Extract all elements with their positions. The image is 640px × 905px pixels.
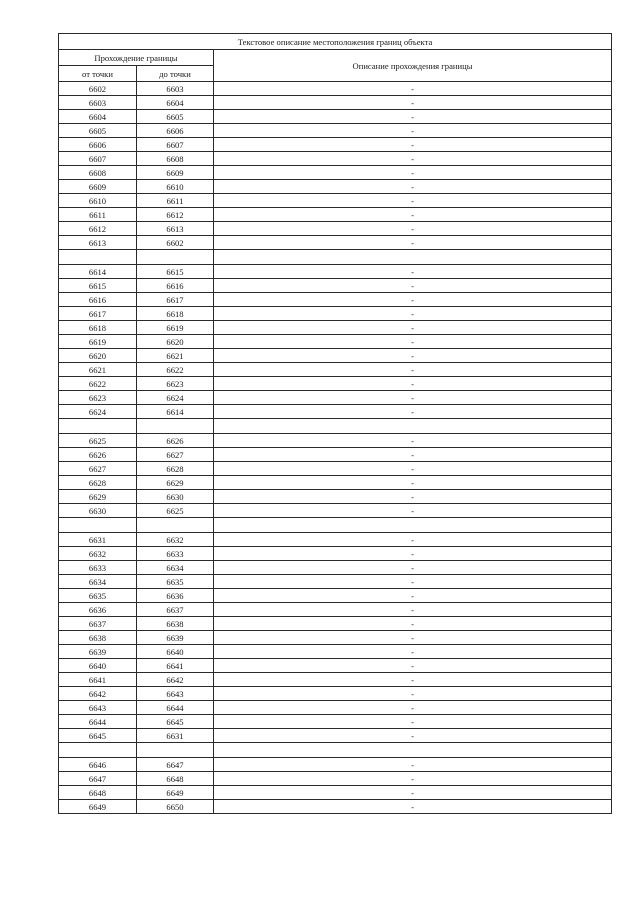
to-point-cell: 6621 (137, 349, 214, 363)
table-row (59, 96, 612, 110)
to-point-cell: 6631 (137, 729, 214, 743)
description-cell: - (214, 673, 612, 687)
to-point-cell: 6647 (137, 758, 214, 772)
description-cell: - (214, 391, 612, 405)
from-point-cell: 6626 (59, 448, 137, 462)
table-row (59, 110, 612, 124)
description-cell: - (214, 434, 612, 448)
from-point-cell: 6605 (59, 124, 137, 138)
to-point-cell: 6622 (137, 363, 214, 377)
from-point-cell: 6645 (59, 729, 137, 743)
to-point-cell: 6604 (137, 96, 214, 110)
description-cell: - (214, 561, 612, 575)
table-row (59, 152, 612, 166)
boundary-description-table (58, 33, 612, 814)
description-cell: - (214, 265, 612, 279)
table-row (59, 124, 612, 138)
description-cell: - (214, 448, 612, 462)
table-body (59, 82, 612, 814)
contour-separator-row (59, 518, 612, 533)
to-point-cell: 6626 (137, 434, 214, 448)
from-point-cell: 6614 (59, 265, 137, 279)
description-cell: - (214, 335, 612, 349)
description-cell: - (214, 603, 612, 617)
table-row (59, 434, 612, 448)
empty-cell (59, 250, 137, 265)
table-row (59, 82, 612, 96)
table-row (59, 504, 612, 518)
table-row (59, 405, 612, 419)
from-point-cell: 6606 (59, 138, 137, 152)
table-row (59, 180, 612, 194)
to-point-cell: 6615 (137, 265, 214, 279)
empty-cell (137, 743, 214, 758)
description-column-header: Описание прохождения границы (214, 50, 612, 82)
table-row (59, 265, 612, 279)
from-point-cell: 6621 (59, 363, 137, 377)
from-point-cell: 6609 (59, 180, 137, 194)
from-point-cell: 6647 (59, 772, 137, 786)
description-cell: - (214, 222, 612, 236)
description-cell: - (214, 138, 612, 152)
from-point-cell: 6611 (59, 208, 137, 222)
description-cell: - (214, 180, 612, 194)
to-point-cell: 6628 (137, 462, 214, 476)
description-cell: - (214, 124, 612, 138)
table-row (59, 631, 612, 645)
to-point-cell: 6629 (137, 476, 214, 490)
from-point-cell: 6617 (59, 307, 137, 321)
table-row (59, 800, 612, 814)
description-cell: - (214, 166, 612, 180)
from-point-cell: 6635 (59, 589, 137, 603)
description-cell: - (214, 490, 612, 504)
table-row (59, 673, 612, 687)
table-row (59, 547, 612, 561)
from-point-cell: 6634 (59, 575, 137, 589)
table-row (59, 321, 612, 335)
table-row (59, 786, 612, 800)
from-point-cell: 6630 (59, 504, 137, 518)
table-row (59, 377, 612, 391)
description-cell: - (214, 729, 612, 743)
from-point-cell: 6622 (59, 377, 137, 391)
from-point-cell: 6643 (59, 701, 137, 715)
table-row (59, 138, 612, 152)
to-point-cell: 6607 (137, 138, 214, 152)
description-cell: - (214, 687, 612, 701)
description-cell: - (214, 363, 612, 377)
table-row (59, 166, 612, 180)
to-point-cell: 6611 (137, 194, 214, 208)
from-point-cell: 6612 (59, 222, 137, 236)
description-cell: - (214, 96, 612, 110)
to-point-cell: 6608 (137, 152, 214, 166)
description-cell: - (214, 533, 612, 547)
description-cell: - (214, 786, 612, 800)
description-cell: - (214, 589, 612, 603)
table-row (59, 687, 612, 701)
to-point-cell: 6644 (137, 701, 214, 715)
from-point-cell: 6644 (59, 715, 137, 729)
from-point-cell: 6603 (59, 96, 137, 110)
to-point-cell: 6616 (137, 279, 214, 293)
to-point-cell: 6645 (137, 715, 214, 729)
description-cell: - (214, 617, 612, 631)
description-cell: - (214, 152, 612, 166)
from-point-cell: 6620 (59, 349, 137, 363)
table-row (59, 391, 612, 405)
contour-separator-row (59, 743, 612, 758)
from-point-cell: 6638 (59, 631, 137, 645)
table-row (59, 307, 612, 321)
to-point-cell: 6620 (137, 335, 214, 349)
empty-cell (137, 250, 214, 265)
empty-cell (214, 743, 612, 758)
table-row (59, 293, 612, 307)
empty-cell (137, 419, 214, 434)
description-cell: - (214, 349, 612, 363)
from-point-cell: 6608 (59, 166, 137, 180)
table-row (59, 533, 612, 547)
table-row (59, 645, 612, 659)
table-row (59, 701, 612, 715)
table-row (59, 222, 612, 236)
empty-cell (59, 419, 137, 434)
from-point-cell: 6641 (59, 673, 137, 687)
description-cell: - (214, 758, 612, 772)
description-cell: - (214, 194, 612, 208)
from-point-cell: 6610 (59, 194, 137, 208)
table-row (59, 729, 612, 743)
description-cell: - (214, 659, 612, 673)
to-point-cell: 6636 (137, 589, 214, 603)
to-point-column-header: до точки (137, 66, 214, 82)
from-point-cell: 6649 (59, 800, 137, 814)
table-row (59, 335, 612, 349)
boundary-passage-header: Прохождение границы (59, 50, 214, 66)
table-row (59, 476, 612, 490)
to-point-cell: 6630 (137, 490, 214, 504)
table-row (59, 589, 612, 603)
description-cell: - (214, 321, 612, 335)
description-cell: - (214, 110, 612, 124)
table-row (59, 208, 612, 222)
description-cell: - (214, 715, 612, 729)
to-point-cell: 6635 (137, 575, 214, 589)
to-point-cell: 6650 (137, 800, 214, 814)
to-point-cell: 6605 (137, 110, 214, 124)
description-cell: - (214, 82, 612, 96)
from-point-cell: 6615 (59, 279, 137, 293)
from-point-cell: 6631 (59, 533, 137, 547)
to-point-cell: 6609 (137, 166, 214, 180)
from-point-cell: 6628 (59, 476, 137, 490)
to-point-cell: 6613 (137, 222, 214, 236)
from-point-cell: 6636 (59, 603, 137, 617)
from-point-cell: 6625 (59, 434, 137, 448)
from-point-column-header: от точки (59, 66, 137, 82)
from-point-cell: 6637 (59, 617, 137, 631)
from-point-cell: 6639 (59, 645, 137, 659)
from-point-cell: 6642 (59, 687, 137, 701)
description-cell: - (214, 476, 612, 490)
to-point-cell: 6643 (137, 687, 214, 701)
from-point-cell: 6607 (59, 152, 137, 166)
table-row (59, 575, 612, 589)
table-row (59, 236, 612, 250)
from-point-cell: 6602 (59, 82, 137, 96)
description-cell: - (214, 208, 612, 222)
to-point-cell: 6602 (137, 236, 214, 250)
to-point-cell: 6617 (137, 293, 214, 307)
empty-cell (59, 518, 137, 533)
table-title: Текстовое описание местоположения границ объекта (59, 34, 612, 50)
description-cell: - (214, 504, 612, 518)
from-point-cell: 6648 (59, 786, 137, 800)
empty-cell (214, 419, 612, 434)
empty-cell (214, 250, 612, 265)
to-point-cell: 6606 (137, 124, 214, 138)
from-point-cell: 6632 (59, 547, 137, 561)
empty-cell (214, 518, 612, 533)
to-point-cell: 6632 (137, 533, 214, 547)
table-row (59, 349, 612, 363)
table-row (59, 715, 612, 729)
to-point-cell: 6614 (137, 405, 214, 419)
description-cell: - (214, 575, 612, 589)
to-point-cell: 6618 (137, 307, 214, 321)
table-row (59, 490, 612, 504)
to-point-cell: 6642 (137, 673, 214, 687)
description-cell: - (214, 547, 612, 561)
to-point-cell: 6640 (137, 645, 214, 659)
from-point-cell: 6640 (59, 659, 137, 673)
to-point-cell: 6648 (137, 772, 214, 786)
table-row (59, 772, 612, 786)
to-point-cell: 6641 (137, 659, 214, 673)
to-point-cell: 6638 (137, 617, 214, 631)
description-cell: - (214, 462, 612, 476)
to-point-cell: 6639 (137, 631, 214, 645)
table-row (59, 659, 612, 673)
from-point-cell: 6623 (59, 391, 137, 405)
contour-separator-row (59, 419, 612, 434)
to-point-cell: 6603 (137, 82, 214, 96)
from-point-cell: 6616 (59, 293, 137, 307)
table-row (59, 194, 612, 208)
table-row (59, 363, 612, 377)
from-point-cell: 6624 (59, 405, 137, 419)
table-row (59, 279, 612, 293)
to-point-cell: 6619 (137, 321, 214, 335)
description-cell: - (214, 701, 612, 715)
table-row (59, 448, 612, 462)
to-point-cell: 6610 (137, 180, 214, 194)
from-point-cell: 6604 (59, 110, 137, 124)
to-point-cell: 6634 (137, 561, 214, 575)
description-cell: - (214, 236, 612, 250)
empty-cell (137, 518, 214, 533)
table-row (59, 758, 612, 772)
table-row (59, 617, 612, 631)
from-point-cell: 6618 (59, 321, 137, 335)
from-point-cell: 6627 (59, 462, 137, 476)
table-row (59, 603, 612, 617)
from-point-cell: 6613 (59, 236, 137, 250)
to-point-cell: 6625 (137, 504, 214, 518)
description-cell: - (214, 279, 612, 293)
description-cell: - (214, 631, 612, 645)
from-point-cell: 6619 (59, 335, 137, 349)
from-point-cell: 6633 (59, 561, 137, 575)
to-point-cell: 6637 (137, 603, 214, 617)
to-point-cell: 6633 (137, 547, 214, 561)
empty-cell (59, 743, 137, 758)
to-point-cell: 6649 (137, 786, 214, 800)
description-cell: - (214, 293, 612, 307)
table-row (59, 462, 612, 476)
to-point-cell: 6623 (137, 377, 214, 391)
from-point-cell: 6629 (59, 490, 137, 504)
description-cell: - (214, 800, 612, 814)
description-cell: - (214, 307, 612, 321)
description-cell: - (214, 405, 612, 419)
table-row (59, 561, 612, 575)
description-cell: - (214, 772, 612, 786)
description-cell: - (214, 377, 612, 391)
to-point-cell: 6612 (137, 208, 214, 222)
from-point-cell: 6646 (59, 758, 137, 772)
description-cell: - (214, 645, 612, 659)
to-point-cell: 6624 (137, 391, 214, 405)
to-point-cell: 6627 (137, 448, 214, 462)
contour-separator-row (59, 250, 612, 265)
